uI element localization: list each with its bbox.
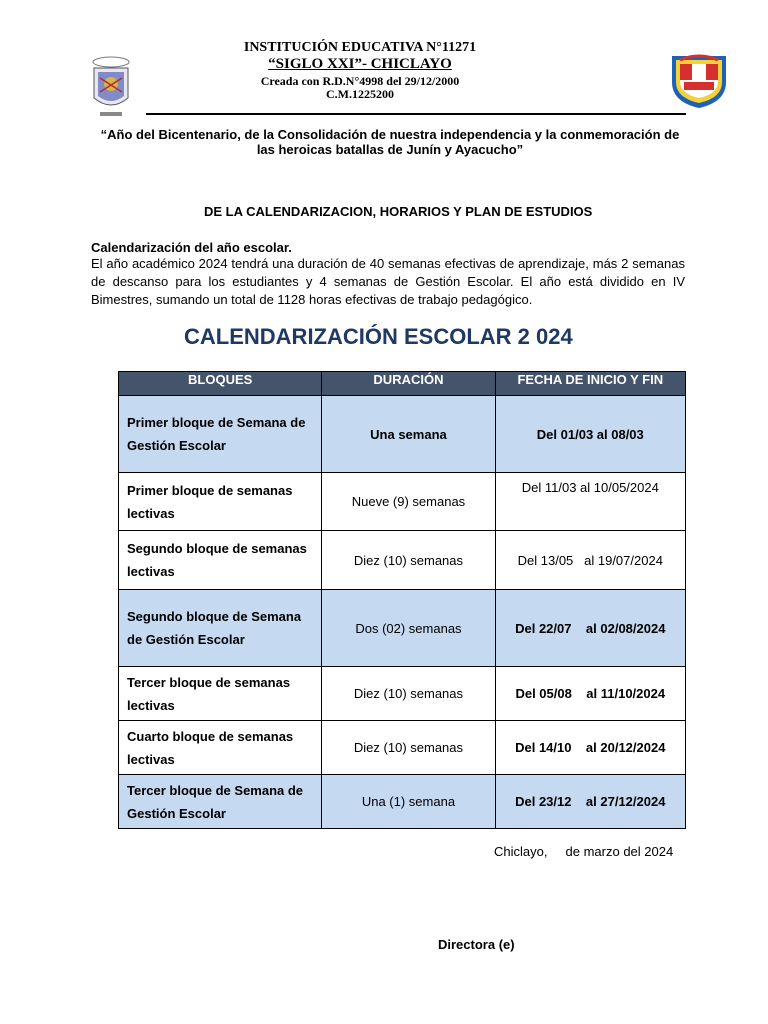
table-row (119, 590, 686, 667)
school-crest-icon (86, 52, 136, 122)
header-bloques: BLOQUES (119, 372, 322, 396)
fecha-cell: Del 05/08 al 11/10/2024 (495, 667, 685, 721)
section-title: DE LA CALENDARIZACION, HORARIOS Y PLAN DE ESTUDIOS (204, 204, 593, 219)
bloque-cell: Primer bloque de Semana de Gestión Escolar (119, 396, 322, 473)
calendar-title: CALENDARIZACIÓN ESCOLAR 2 024 (184, 324, 573, 349)
fecha-cell: Del 11/03 al 10/05/2024 (495, 473, 685, 531)
bloque-cell: Tercer bloque de semanas lectivas (119, 667, 322, 721)
table-row (119, 531, 686, 590)
fecha-cell: Del 14/10 al 20/12/2024 (495, 721, 685, 775)
place-date: Chiclayo, de marzo del 2024 (494, 844, 674, 859)
fecha-cell: Del 13/05 al 19/07/2024 (495, 531, 685, 590)
bloque-cell: Segundo bloque de Semana de Gestión Escolar (119, 590, 322, 667)
duracion-cell: Dos (02) semanas (322, 590, 495, 667)
school-name: “SIGLO XXI”- CHICLAYO (268, 56, 452, 72)
table-row (119, 396, 686, 473)
header-duracion: DURACIÓN (322, 372, 495, 396)
modular-code: C.M.1225200 (326, 87, 394, 101)
school-shield-icon (670, 52, 728, 110)
fecha-cell: Del 22/07 al 02/08/2024 (495, 590, 685, 667)
duracion-cell: Una semana (322, 396, 495, 473)
fecha-cell: Del 23/12 al 27/12/2024 (495, 775, 685, 829)
signature-label: Directora (e) (438, 937, 515, 952)
calendar-table (118, 371, 686, 829)
duracion-cell: Una (1) semana (322, 775, 495, 829)
table-header-row (119, 372, 686, 396)
bloque-cell: Cuarto bloque de semanas lectivas (119, 721, 322, 775)
subsection-title: Calendarización del año escolar. (91, 240, 292, 255)
table-row (119, 473, 686, 531)
duracion-cell: Diez (10) semanas (322, 721, 495, 775)
header-fecha: FECHA DE INICIO Y FIN (495, 372, 685, 396)
bloque-cell: Tercer bloque de Semana de Gestión Escolar (119, 775, 322, 829)
header-divider (146, 113, 686, 115)
table-row (119, 721, 686, 775)
institution-title: INSTITUCIÓN EDUCATIVA N°11271 (243, 40, 477, 55)
table-row (119, 667, 686, 721)
intro-paragraph: El año académico 2024 tendrá una duración de 40 semanas efectivas de aprendizaje, más 2 semanas de descanso para los estudiantes y 4 semanas de Gestión Escolar. El año está dividido en IV Bimestres, sumando un total de 1128 horas efectivas de trabajo pedagógico. (91, 256, 685, 307)
year-motto: “Año del Bicentenario, de la Consolidación de nuestra independencia y la conmemoración de las heroicas batallas de Junín y Ayacucho” (100, 127, 680, 157)
bloque-cell: Segundo bloque de semanas lectivas (119, 531, 322, 590)
duracion-cell: Nueve (9) semanas (322, 473, 495, 531)
duracion-cell: Diez (10) semanas (322, 531, 495, 590)
bloque-cell: Primer bloque de semanas lectivas (119, 473, 322, 531)
creation-resolution: Creada con R.D.N°4998 del 29/12/2000 (260, 74, 460, 88)
fecha-cell: Del 01/03 al 08/03 (495, 396, 685, 473)
duracion-cell: Diez (10) semanas (322, 667, 495, 721)
table-row (119, 775, 686, 829)
